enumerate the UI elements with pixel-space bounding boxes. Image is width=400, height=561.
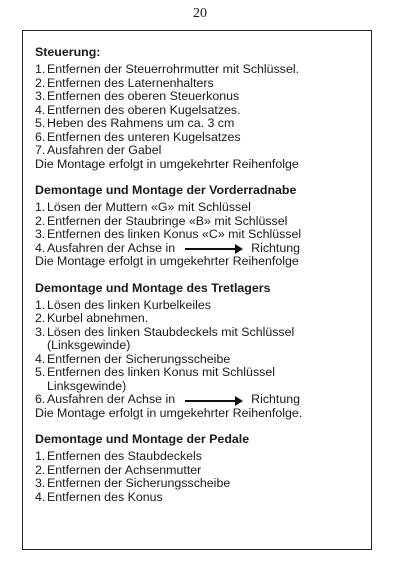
item-text: Kurbel abnehmen.: [47, 311, 149, 325]
section-heading: Steuerung:: [35, 45, 101, 59]
item-text: Heben des Rahmens um ca. 3 cm: [47, 116, 235, 130]
item-number: 7.: [35, 143, 46, 157]
item-text: Entfernen des linken Konus «C» mit Schlüssel: [47, 227, 302, 241]
item-number: 2.: [35, 462, 46, 477]
item-text: Entfernen des oberen Steuerkonus: [47, 89, 240, 103]
item-number: 3.: [35, 227, 46, 241]
item-number: 5.: [35, 116, 46, 130]
item-number: 3.: [35, 89, 46, 103]
section-heading: Demontage und Montage der Vorderradnabe: [35, 183, 297, 197]
section-heading: Demontage und Montage des Tretlagers: [35, 280, 271, 295]
list-item: [35, 77, 363, 91]
item-number: 2.: [35, 311, 46, 325]
list-item: [35, 353, 363, 367]
list-item: [35, 477, 363, 491]
item-text: Entfernen der Steuerrohrmutter mit Schlüssel.: [47, 62, 300, 76]
item-number: 3.: [35, 476, 46, 490]
list-item: [35, 312, 363, 326]
section-vorderradnabe: [35, 183, 363, 269]
item-number: 2.: [35, 75, 46, 90]
list-item: [35, 131, 363, 145]
item-continuation: Linksgewinde): [47, 378, 127, 393]
list-item: [35, 450, 363, 464]
section-tretlager: [35, 281, 363, 421]
item-text: Lösen der Muttern «G» mit Schlüssel: [47, 200, 251, 214]
direction-label: Richtung: [251, 240, 301, 255]
right-arrow-icon: [185, 400, 237, 402]
item-number: 4.: [35, 240, 46, 255]
section-pedale: [35, 432, 363, 504]
section-steuerung: [35, 45, 363, 171]
list-item: [35, 90, 363, 104]
item-text: Entfernen der Sicherungsscheibe: [47, 476, 231, 490]
list-item: [35, 242, 363, 256]
item-text: Entfernen des unteren Kugelsatzes: [47, 129, 241, 144]
item-text: Entfernen des Staubdeckels: [47, 449, 202, 463]
item-number: 1.: [35, 62, 46, 76]
list-item: [35, 144, 363, 158]
item-text: Lösen des linken Kurbelkeiles: [47, 297, 211, 312]
page-number: 20: [193, 6, 207, 21]
item-continuation: (Linksgewinde): [47, 338, 131, 352]
list-item: [35, 299, 363, 313]
item-number: 6.: [35, 392, 46, 406]
item-number: 5.: [35, 365, 46, 379]
section-footer: Die Montage erfolgt in umgekehrter Reihenfolge.: [35, 405, 303, 420]
item-number: 1.: [35, 449, 46, 463]
item-text: Entfernen der Sicherungsscheibe: [47, 351, 231, 366]
list-item: [35, 491, 363, 505]
list-item: [35, 215, 363, 229]
item-text: Ausfahren der Achse in: [47, 240, 176, 255]
item-number: 6.: [35, 129, 46, 144]
item-text: Entfernen der Staubringe «B» mit Schlüssel: [47, 213, 288, 228]
item-number: 2.: [35, 213, 46, 228]
list-item: [35, 326, 363, 340]
right-arrow-icon: [185, 248, 237, 250]
item-text: Ausfahren der Achse in: [47, 392, 176, 406]
item-number: 4.: [35, 351, 46, 366]
list-item: [35, 228, 363, 242]
list-item: [35, 464, 363, 478]
item-number: 4.: [35, 102, 46, 117]
list-item: [35, 117, 363, 131]
section-footer: Die Montage erfolgt in umgekehrter Reihenfolge: [35, 156, 299, 171]
item-number: 3.: [35, 324, 46, 339]
list-item: [35, 366, 363, 380]
item-number: 4.: [35, 489, 46, 504]
item-text: Entfernen des linken Konus mit Schlüssel: [47, 365, 275, 379]
item-number: 1.: [35, 297, 46, 312]
item-text: Entfernen der Achsenmutter: [47, 462, 202, 477]
list-item: [35, 63, 363, 77]
item-text: Ausfahren der Gabel: [47, 143, 162, 157]
section-heading: Demontage und Montage der Pedale: [35, 432, 250, 446]
item-text: Lösen des linken Staubdeckels mit Schlüssel: [47, 324, 295, 339]
list-item: [35, 393, 363, 407]
instruction-box: [22, 30, 372, 550]
item-number: 1.: [35, 200, 46, 214]
item-text: Entfernen des Konus: [47, 489, 163, 504]
item-text: Entfernen des oberen Kugelsatzes.: [47, 102, 241, 117]
section-footer: Die Montage erfolgt in umgekehrter Reihenfolge: [35, 254, 299, 268]
list-item: [35, 201, 363, 215]
direction-label: Richtung: [251, 392, 301, 406]
item-text: Entfernen des Laternenhalters: [47, 75, 214, 90]
list-item: [35, 104, 363, 118]
